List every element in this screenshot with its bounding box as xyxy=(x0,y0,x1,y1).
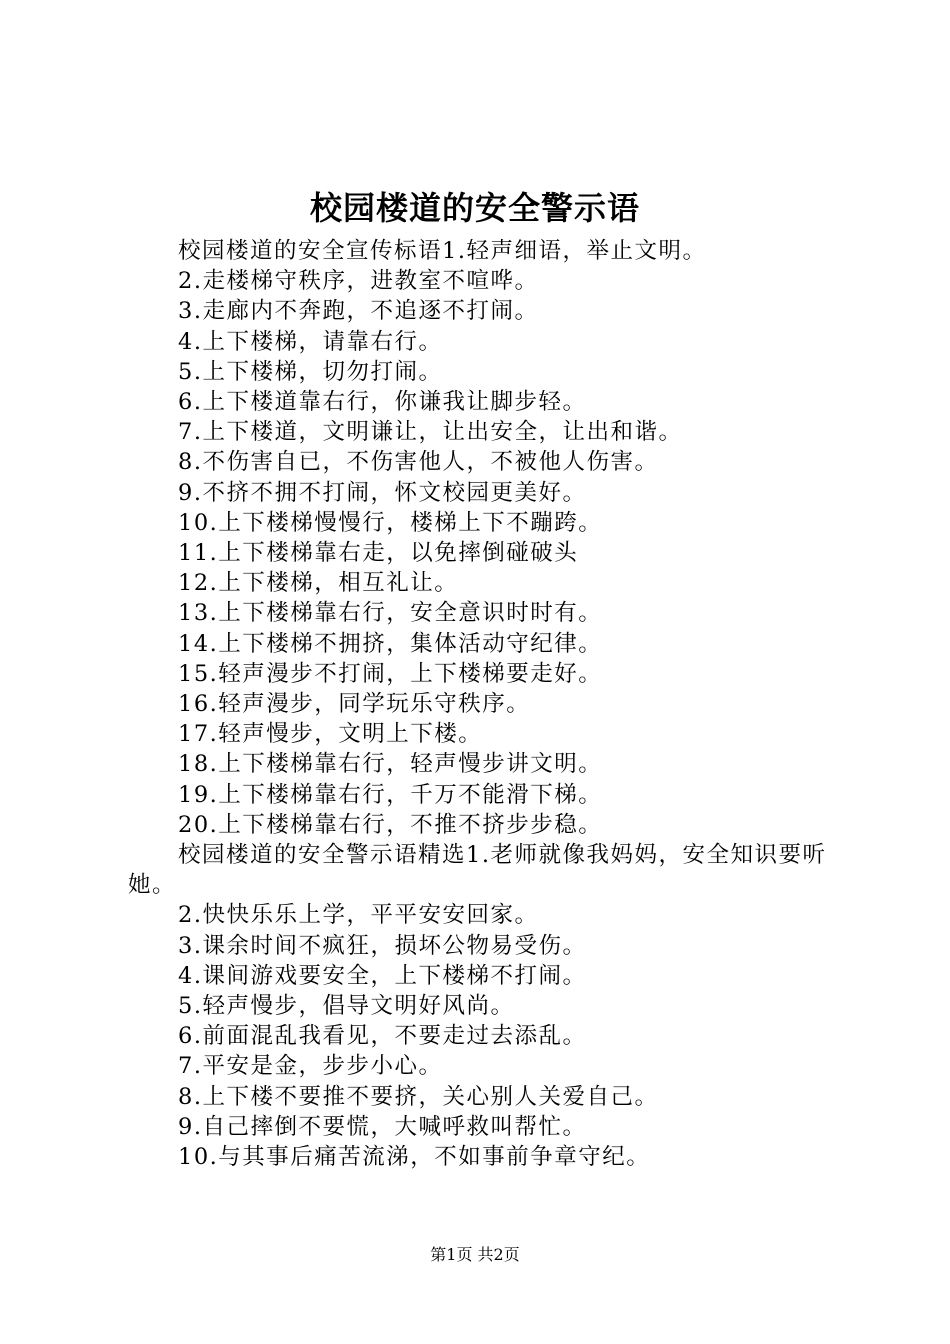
list-item: 7.平安是金，步步小心。 xyxy=(178,1053,443,1080)
list-item: 5.轻声慢步，倡导文明好风尚。 xyxy=(178,993,515,1020)
list-item: 19.上下楼梯靠右行，千万不能滑下梯。 xyxy=(178,781,603,808)
list-item: 20.上下楼梯靠右行，不推不挤步步稳。 xyxy=(178,811,603,838)
list-item: 10.上下楼梯慢慢行，楼梯上下不蹦跨。 xyxy=(178,509,603,536)
list-item: 6.上下楼道靠右行，你谦我让脚步轻。 xyxy=(178,389,587,416)
document-title: 校园楼道的安全警示语 xyxy=(309,189,640,227)
list-item: 16.轻声漫步，同学玩乐守秩序。 xyxy=(178,691,531,718)
list-item: 8.上下楼不要推不要挤，关心别人关爱自己。 xyxy=(178,1083,659,1110)
list-item: 13.上下楼梯靠右行，安全意识时时有。 xyxy=(178,600,603,627)
list-item: 3.走廊内不奔跑，不追逐不打闹。 xyxy=(178,298,539,325)
section2-intro: 校园楼道的安全警示语精选1.老师就像我妈妈，安全知识要听她。 xyxy=(128,842,827,899)
list-item: 9.自己摔倒不要慌，大喊呼救叫帮忙。 xyxy=(178,1113,587,1140)
list-item: 4.上下楼梯，请靠右行。 xyxy=(178,328,443,355)
document-body xyxy=(128,236,840,1172)
list-item: 12.上下楼梯，相互礼让。 xyxy=(178,570,459,597)
list-item: 2.走楼梯守秩序，进教室不喧哗。 xyxy=(178,268,539,295)
list-item: 7.上下楼道，文明谦让，让出安全，让出和谐。 xyxy=(178,419,683,446)
list-item: 5.上下楼梯，切勿打闹。 xyxy=(178,358,443,385)
page-footer: 第1页 共2页 xyxy=(430,1245,520,1264)
list-item: 17.轻声慢步，文明上下楼。 xyxy=(178,721,483,748)
list-item: 2.快快乐乐上学，平平安安回家。 xyxy=(178,902,539,929)
list-item: 3.课余时间不疯狂，损坏公物易受伤。 xyxy=(178,932,587,959)
list-item: 10.与其事后痛苦流涕，不如事前争章守纪。 xyxy=(178,1144,651,1171)
list-item: 8.不伤害自已，不伤害他人，不被他人伤害。 xyxy=(178,449,659,476)
list-item: 11.上下楼梯靠右走，以免摔倒碰破头 xyxy=(178,540,579,567)
list-item: 14.上下楼梯不拥挤，集体活动守纪律。 xyxy=(178,630,603,657)
list-item: 6.前面混乱我看见，不要走过去添乱。 xyxy=(178,1023,587,1050)
list-item: 15.轻声漫步不打闹，上下楼梯要走好。 xyxy=(178,660,603,687)
section1-intro: 校园楼道的安全宣传标语1.轻声细语，举止文明。 xyxy=(178,238,707,264)
list-item: 9.不挤不拥不打闹，怀文校园更美好。 xyxy=(178,479,587,506)
list-item: 18.上下楼梯靠右行，轻声慢步讲文明。 xyxy=(178,751,603,778)
list-item: 4.课间游戏要安全，上下楼梯不打闹。 xyxy=(178,962,587,989)
